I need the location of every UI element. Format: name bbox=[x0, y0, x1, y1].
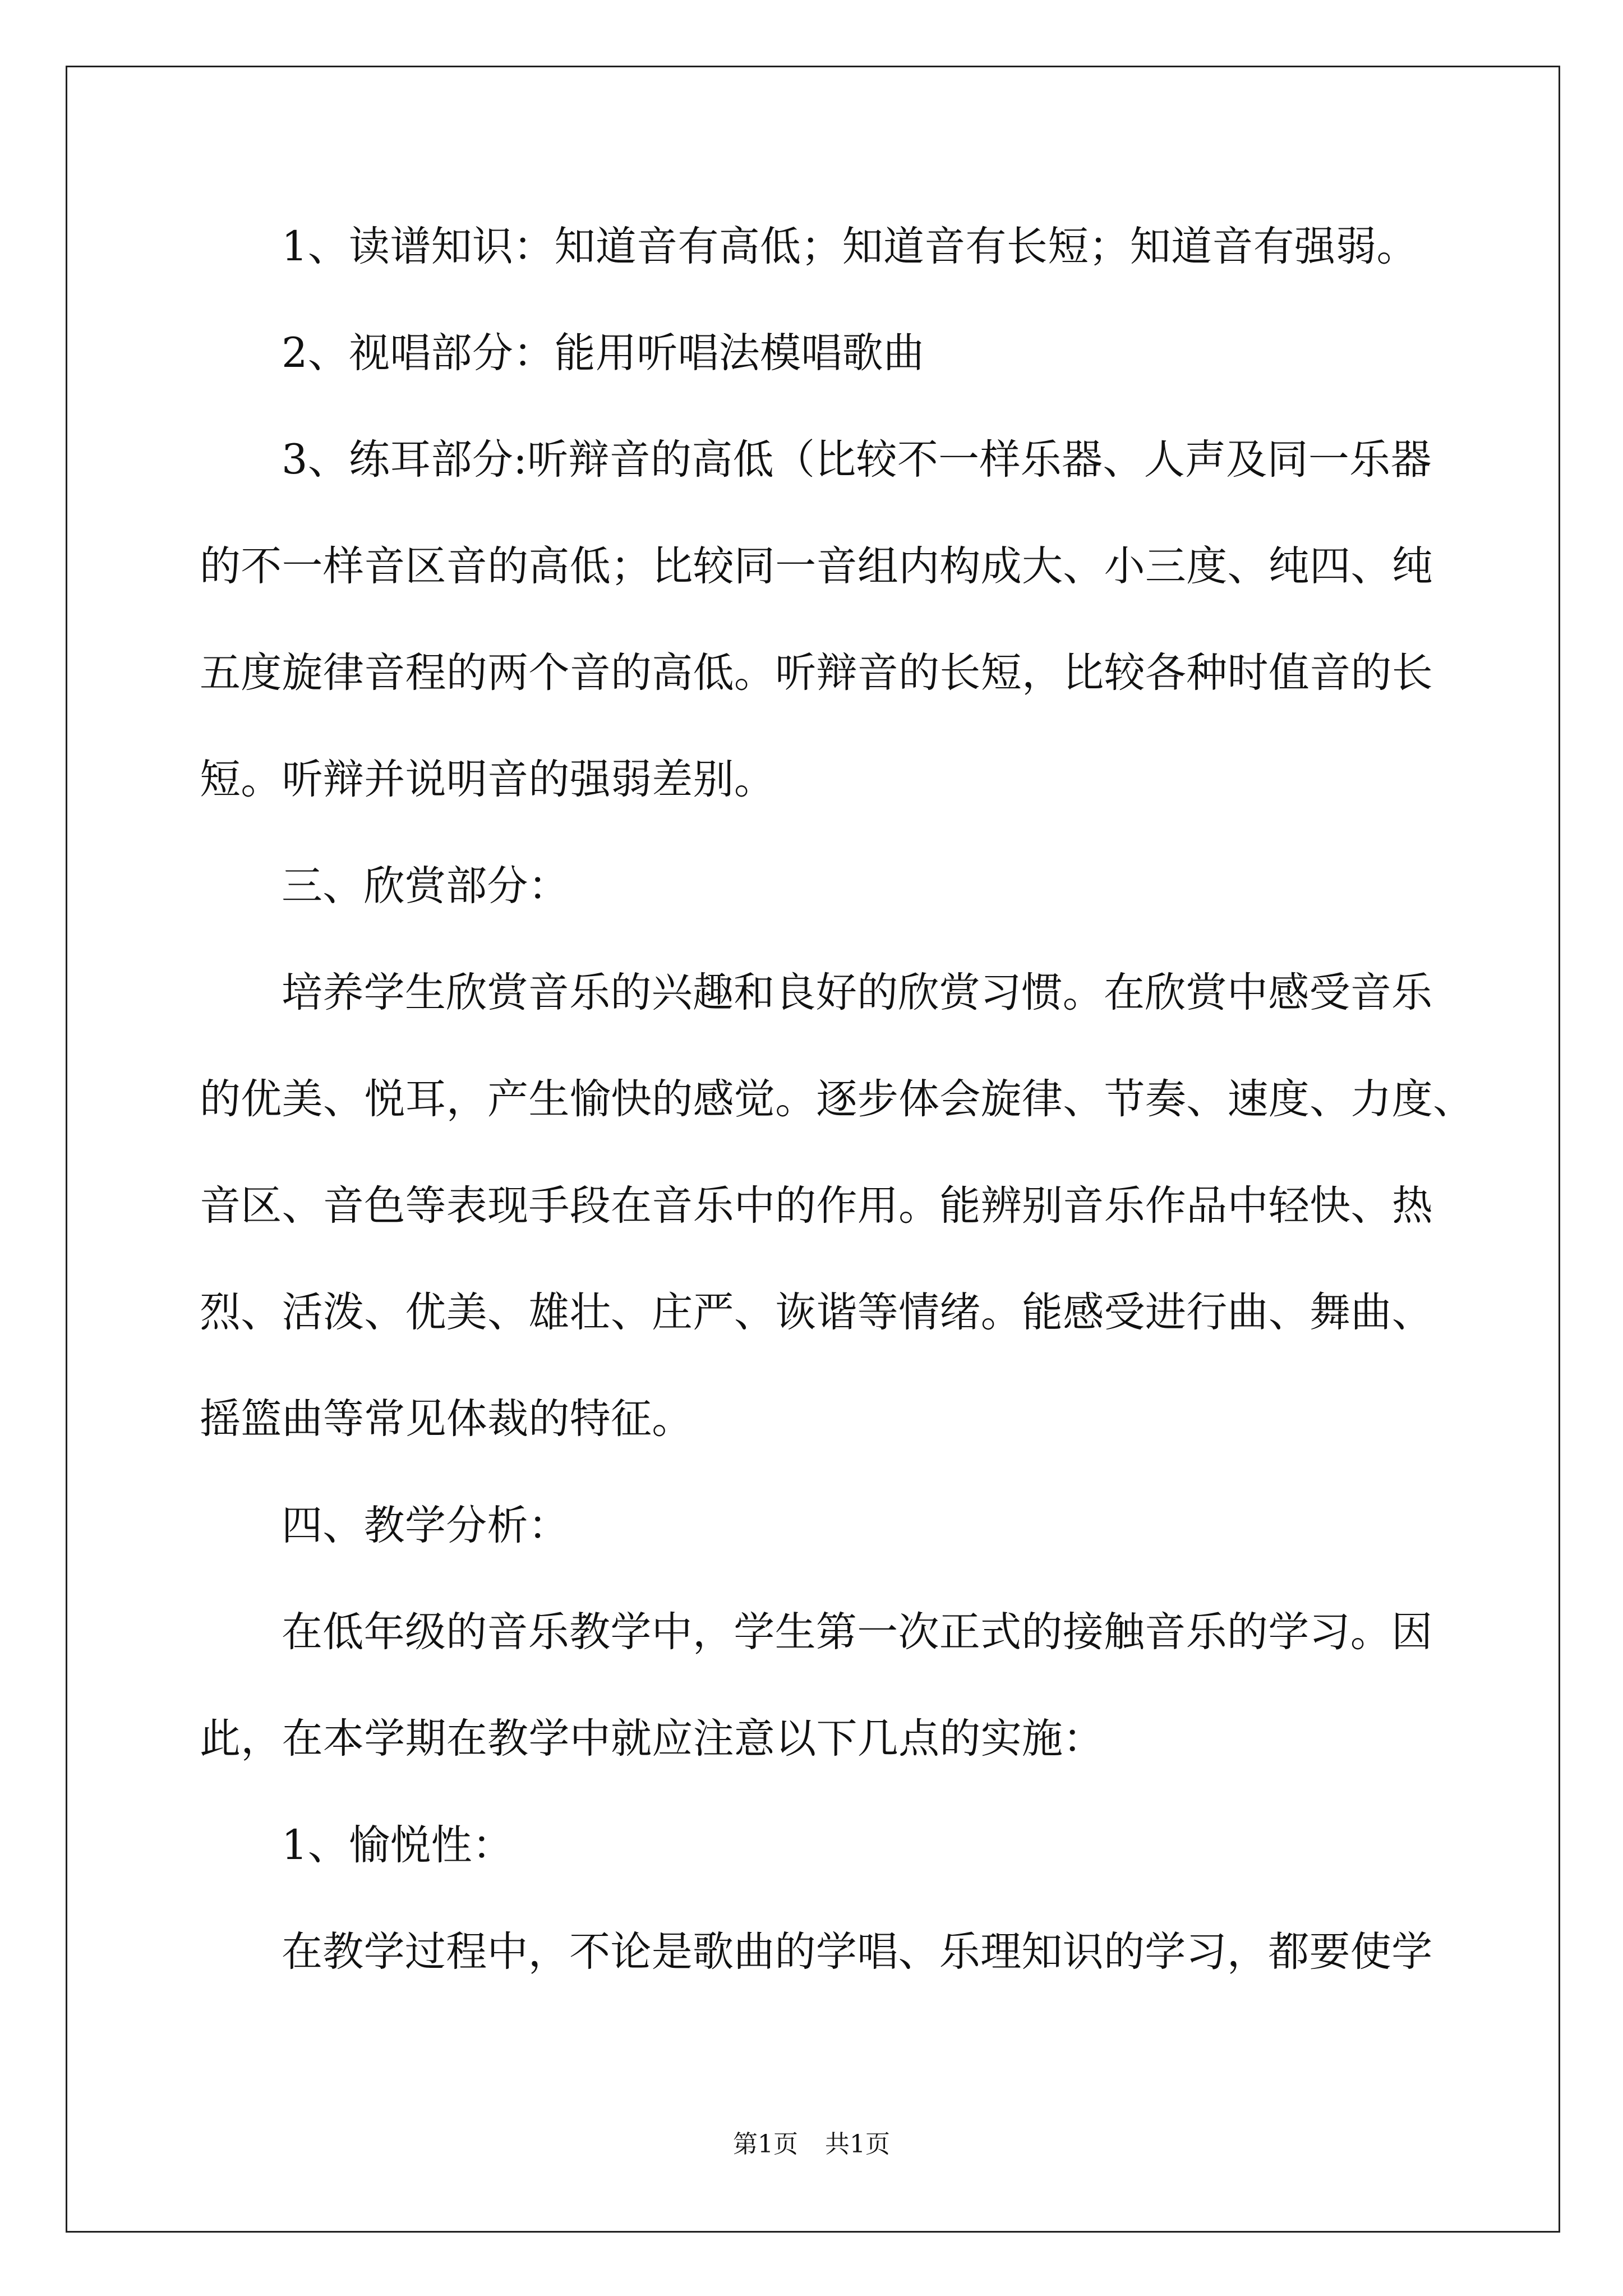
text-line-ear-training: 3、练耳部分:听辩音的高低（比较不一样乐器、人声及同一乐器 bbox=[282, 436, 1432, 484]
text-line: 此，在本学期在教学中就应注意以下几点的实施： bbox=[200, 1715, 1104, 1763]
text-line: 摇篮曲等常见体裁的特征。 bbox=[200, 1395, 693, 1443]
page-total: 共1页 bbox=[825, 2130, 890, 2159]
text-line-reading-knowledge: 1、读谱知识：知道音有高低；知道音有长短；知道音有强弱。 bbox=[282, 223, 1418, 270]
section-heading-appreciation: 三、欣赏部分： bbox=[282, 862, 570, 910]
text-line: 培养学生欣赏音乐的兴趣和良好的欣赏习惯。在欣赏中感受音乐 bbox=[282, 969, 1433, 1016]
page-number: 第1页 bbox=[733, 2130, 798, 2159]
text-line: 的优美、悦耳，产生愉快的感觉。逐步体会旋律、节奏、速度、力度、 bbox=[200, 1075, 1474, 1123]
text-line: 在低年级的音乐教学中，学生第一次正式的接触音乐的学习。因 bbox=[282, 1608, 1433, 1656]
text-line-sight-singing: 2、视唱部分：能用听唱法模唱歌曲 bbox=[282, 329, 925, 377]
subheading-pleasure: 1、愉悦性： bbox=[282, 1821, 514, 1869]
section-heading-teaching-analysis: 四、教学分析： bbox=[282, 1502, 570, 1549]
page-footer bbox=[0, 2128, 1623, 2161]
text-line: 烈、活泼、优美、雄壮、庄严、诙谐等情绪。能感受进行曲、舞曲、 bbox=[200, 1289, 1433, 1336]
text-line: 在教学过程中，不论是歌曲的学唱、乐理知识的学习，都要使学 bbox=[282, 1928, 1433, 1976]
text-line: 短。听辩并说明音的强弱差别。 bbox=[200, 756, 776, 803]
text-line: 的不一样音区音的高低；比较同一音组内构成大、小三度、纯四、纯 bbox=[200, 542, 1433, 590]
page-border bbox=[66, 66, 1560, 2233]
text-line: 五度旋律音程的两个音的高低。听辩音的长短，比较各种时值音的长 bbox=[200, 649, 1433, 697]
text-line: 音区、音色等表现手段在音乐中的作用。能辨别音乐作品中轻快、热 bbox=[200, 1182, 1433, 1230]
